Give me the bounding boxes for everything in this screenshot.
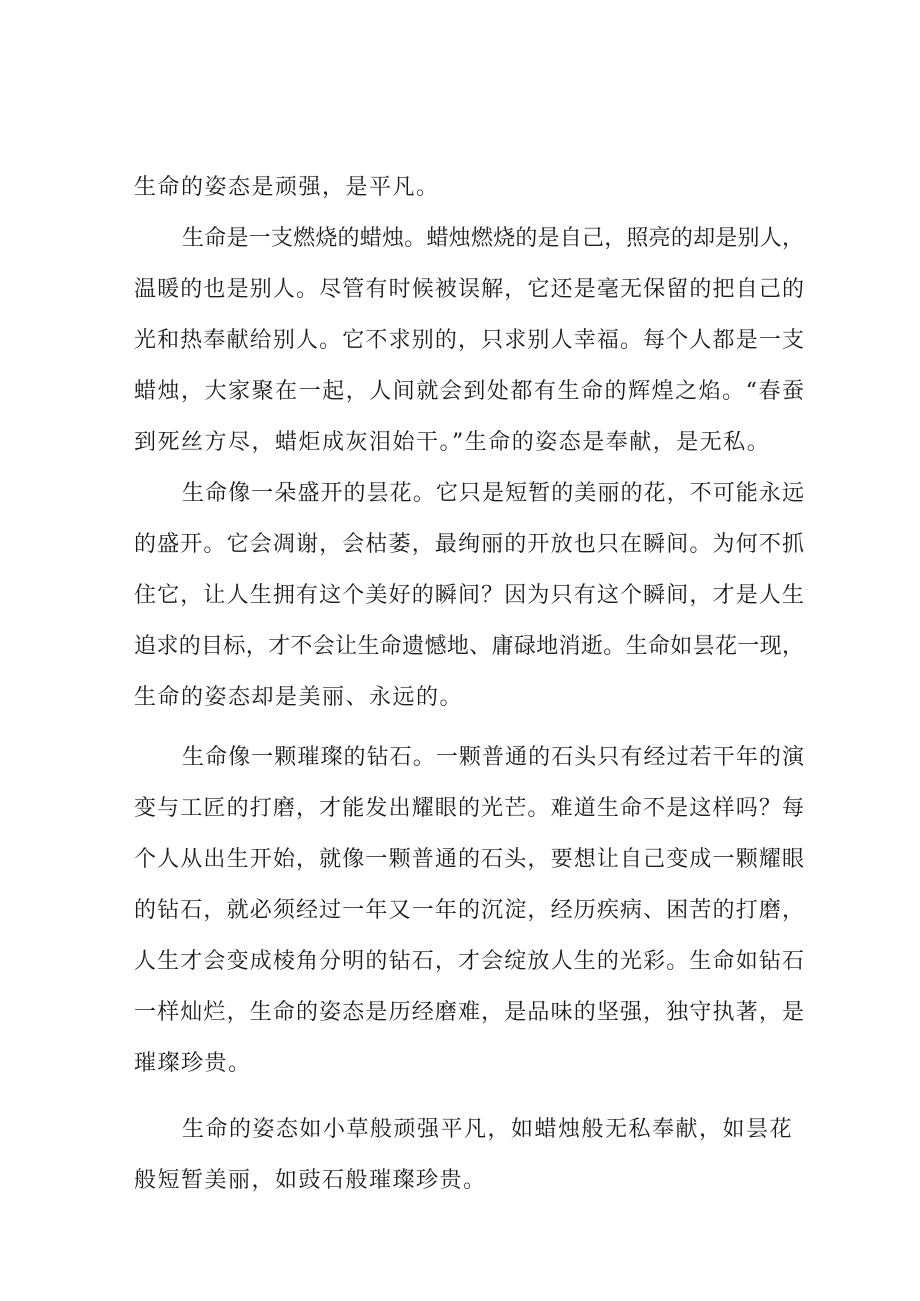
text-line: 蜡烛，大家聚在一起，人间就会到处都有生命的辉煌之焰。“春蚕 [134,379,804,404]
text-line: 温暖的也是别人。尽管有时候被误解，它还是毫无保留的把自己的 [134,277,804,302]
text-line: 光和热奉献给别人。它不求别的，只求别人幸福。每个人都是一支 [134,328,804,353]
text-line: 生命像一颗璀璨的钻石。一颗普通的石头只有经过若干年的演 [182,745,804,770]
text-line: 一样灿烂，生命的姿态是历经磨难，是品味的坚强，独守执著，是 [134,1000,804,1025]
text-line: 生命的姿态是顽强，是平凡。 [134,175,440,200]
text-line: 生命的姿态如小草般顽强平凡，如蜡烛般无私奉献，如昙花 [182,1117,794,1142]
text-line: 的盛开。它会凋谢，会枯萎，最绚丽的开放也只在瞬间。为何不抓 [134,532,804,557]
text-line: 到死丝方尽，蜡炬成灰泪始干。”生命的姿态是奉献，是无私。 [134,430,771,455]
text-line: 变与工匠的打磨，才能发出耀眼的光芒。难道生命不是这样吗？每 [134,796,804,821]
text-line: 个人从出生开始，就像一颗普通的石头，要想让自己变成一颗耀眼 [134,847,804,872]
text-line: 生命像一朵盛开的昙花。它只是短暂的美丽的花，不可能永远 [182,481,804,506]
text-line: 璀璨珍贵。 [134,1051,252,1076]
text-line: 的钻石，就必须经过一年又一年的沉淀，经历疾病、困苦的打磨， [134,898,804,923]
text-line: 追求的目标，才不会让生命遗憾地、庸碌地消逝。生命如昙花一现， [134,634,804,659]
text-line: 般短暂美丽，如豉石般璀璨珍贵。 [134,1168,487,1193]
text-line: 人生才会变成棱角分明的钻石，才会绽放人生的光彩。生命如钻石 [134,949,804,974]
text-line: 生命的姿态却是美丽、永远的。 [134,685,464,710]
text-line: 生命是一支燃烧的蜡烛。蜡烛燃烧的是自己，照亮的却是别人， [182,226,804,251]
text-line: 住它，让人生拥有这个美好的瞬间？因为只有这个瞬间，才是人生 [134,583,804,608]
